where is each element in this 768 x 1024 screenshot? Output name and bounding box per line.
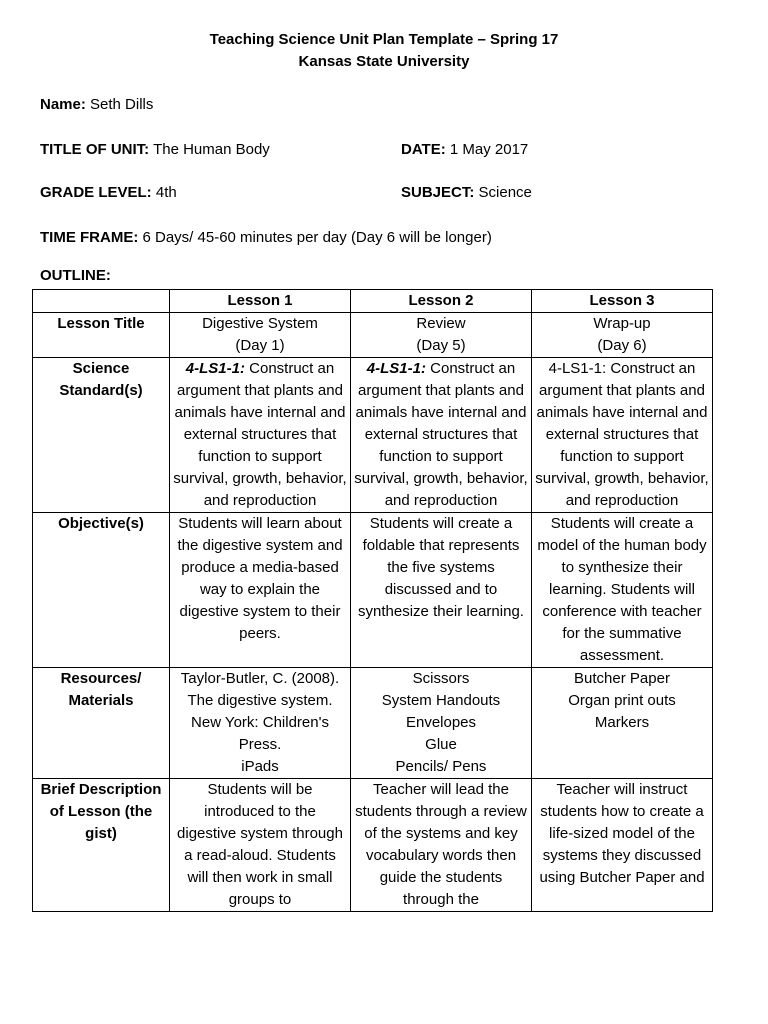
cell-lesson-title-1: Digestive System (Day 1) — [170, 313, 351, 358]
cell-objective-2: Students will create a foldable that represents the five systems discussed and to synthesize their learning. — [351, 513, 532, 668]
title-label: TITLE OF UNIT: — [40, 141, 150, 158]
date-field — [401, 140, 528, 160]
grade-field — [40, 183, 177, 203]
cell-resources-1: Taylor-Butler, C. (2008). The digestive system. New York: Children's Press. iPads — [170, 668, 351, 779]
cell-lesson-title-3: Wrap-up (Day 6) — [532, 313, 713, 358]
grade-value: 4th — [155, 184, 177, 201]
cell-resources-2: Scissors System Handouts Envelopes Glue Pencils/ Pens — [351, 668, 532, 779]
title-line-2: Kansas State University — [298, 53, 470, 70]
document-title — [0, 29, 768, 73]
title-field — [40, 140, 270, 160]
rowhead-resources: Resources/ Materials — [33, 668, 170, 779]
table-header-row — [33, 290, 713, 313]
cell-standard-1: 4-LS1-1: Construct an argument that plants and animals have internal and external structures that function to support survival, growth, behavior, and reproduction — [170, 358, 351, 513]
cell-description-3: Teacher will instruct students how to create a life-sized model of the systems they discussed using Butcher Paper and — [532, 779, 713, 912]
timeframe-label: TIME FRAME: — [40, 229, 139, 246]
name-label: Name: — [40, 96, 86, 113]
header-lesson-2: Lesson 2 — [351, 290, 532, 313]
cell-resources-3: Butcher Paper Organ print outs Markers — [532, 668, 713, 779]
cell-standard-2: 4-LS1-1: Construct an argument that plants and animals have internal and external structures that function to support survival, growth, behavior, and reproduction — [351, 358, 532, 513]
subject-value: Science — [478, 184, 532, 201]
timeframe-field — [40, 228, 492, 248]
timeframe-value: 6 Days/ 45-60 minutes per day (Day 6 will be longer) — [142, 229, 492, 246]
rowhead-lesson-title: Lesson Title — [33, 313, 170, 358]
row-standards — [33, 358, 713, 513]
header-empty — [33, 290, 170, 313]
title-line-1: Teaching Science Unit Plan Template – Spring 17 — [209, 31, 559, 48]
subject-label: SUBJECT: — [401, 184, 475, 201]
name-value: Seth Dills — [90, 96, 154, 113]
outline-table — [32, 289, 713, 912]
subject-field — [401, 183, 532, 203]
cell-description-1: Students will be introduced to the digestive system through a read-aloud. Students will then work in small groups to — [170, 779, 351, 912]
date-value: 1 May 2017 — [449, 141, 529, 158]
cell-description-2: Teacher will lead the students through a review of the systems and key vocabulary words then guide the students through the — [351, 779, 532, 912]
outline-label: OUTLINE: — [40, 267, 111, 284]
row-resources — [33, 668, 713, 779]
rowhead-objectives: Objective(s) — [33, 513, 170, 668]
cell-objective-3: Students will create a model of the human body to synthesize their learning. Students will conference with teacher for the summative assessment. — [532, 513, 713, 668]
title-value: The Human Body — [153, 141, 270, 158]
header-lesson-1: Lesson 1 — [170, 290, 351, 313]
rowhead-description: Brief Description of Lesson (the gist) — [33, 779, 170, 912]
cell-objective-1: Students will learn about the digestive system and produce a media-based way to explain the digestive system to their peers. — [170, 513, 351, 668]
row-lesson-title — [33, 313, 713, 358]
name-field — [40, 95, 153, 115]
rowhead-standards: Science Standard(s) — [33, 358, 170, 513]
cell-lesson-title-2: Review (Day 5) — [351, 313, 532, 358]
header-lesson-3: Lesson 3 — [532, 290, 713, 313]
row-description — [33, 779, 713, 912]
row-objectives — [33, 513, 713, 668]
grade-label: GRADE LEVEL: — [40, 184, 152, 201]
date-label: DATE: — [401, 141, 446, 158]
cell-standard-3: 4-LS1-1: Construct an argument that plants and animals have internal and external structures that function to support survival, growth, behavior, and reproduction — [532, 358, 713, 513]
